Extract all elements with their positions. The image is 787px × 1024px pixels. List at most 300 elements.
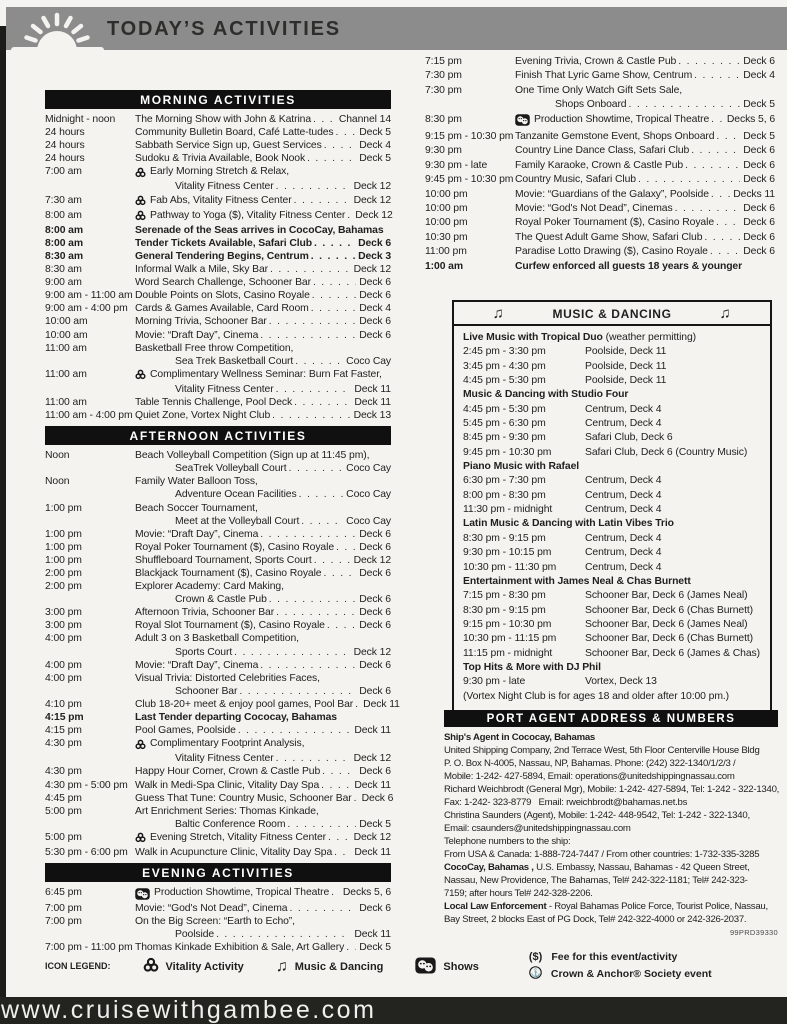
activity-content xyxy=(135,502,391,528)
activity-row xyxy=(45,541,391,554)
activity-row xyxy=(45,342,391,368)
music-time: 6:30 pm - 7:30 pm xyxy=(463,475,546,487)
dotted-leader xyxy=(314,554,351,567)
activity-text: Movie: “Draft Day”, Cinema xyxy=(135,329,259,341)
deck-label: Deck 4 xyxy=(743,70,775,82)
activity-line xyxy=(135,315,391,328)
deck-label: Coco Cay xyxy=(346,515,391,527)
dotted-leader xyxy=(675,202,741,216)
activity-row xyxy=(425,55,775,69)
page-edge-strip xyxy=(0,26,6,998)
activity-text: Last Tender departing Cococay, Bahamas xyxy=(135,712,337,724)
dotted-leader xyxy=(694,69,740,83)
deck-label: Decks 11 xyxy=(733,188,775,200)
activity-text: Happy Hour Corner, Crown & Castle Pub xyxy=(135,766,321,778)
activity-time: 9:45 pm - 10:30 pm xyxy=(425,174,514,186)
dotted-leader xyxy=(327,619,356,632)
activity-text: Sudoku & Trivia Available, Book Nook xyxy=(135,153,306,165)
activity-text: One Time Only Watch Gift Sets Sale, xyxy=(515,84,683,96)
dotted-leader xyxy=(276,383,352,396)
activity-content xyxy=(135,126,391,139)
music-venue: Vortex, Deck 13 xyxy=(585,676,657,688)
section-header-afternoon-activities: AFTERNOON ACTIVITIES xyxy=(45,426,391,445)
activity-text: Morning Trivia, Schooner Bar xyxy=(135,316,267,328)
activity-content xyxy=(135,567,391,580)
activity-time: 8:30 am xyxy=(45,264,82,276)
vitality-icon xyxy=(135,210,146,225)
music-time: 8:30 pm - 9:15 pm xyxy=(463,532,546,544)
activity-time: 9:00 am xyxy=(45,277,82,289)
dotted-leader xyxy=(276,752,351,765)
activity-content xyxy=(135,724,391,737)
activity-row xyxy=(45,554,391,567)
music-row xyxy=(463,546,761,560)
activity-time: 4:30 pm xyxy=(45,738,82,750)
music-venue: Schooner Bar, Deck 6 (Chas Burnett) xyxy=(585,604,754,616)
music-group-name: Top Hits & More with DJ Phil xyxy=(463,661,601,673)
deck-label: Deck 6 xyxy=(359,620,391,632)
activity-row xyxy=(45,165,391,193)
port-line: United Shipping Company, 2nd Terrace West, 5th Floor Centerville House Bldg xyxy=(444,745,760,756)
legend-shows-icon xyxy=(415,957,436,977)
deck-label: Deck 6 xyxy=(743,174,775,186)
activity-line xyxy=(135,818,391,831)
music-row xyxy=(463,604,761,618)
activity-line xyxy=(135,792,394,805)
activity-content xyxy=(515,245,775,259)
legend-item-label: Shows xyxy=(443,960,479,973)
activity-content xyxy=(135,315,391,328)
activity-row xyxy=(45,449,391,475)
activity-line xyxy=(515,159,775,173)
activity-line xyxy=(135,915,391,928)
activity-text: Family Karaoke, Crown & Castle Pub xyxy=(515,159,684,171)
dotted-leader xyxy=(704,231,740,245)
activity-line xyxy=(515,98,775,112)
activity-time: 2:00 pm xyxy=(45,568,82,579)
activity-text: Movie: “Guardians of the Galaxy”, Poolside xyxy=(515,188,709,200)
music-venue: Centrum, Deck 4 xyxy=(585,532,662,544)
dotted-leader xyxy=(678,55,740,69)
deck-label: Deck 6 xyxy=(743,159,775,171)
activity-content xyxy=(135,831,391,846)
activity-content xyxy=(135,152,391,165)
activity-text: Vitality Fitness Center xyxy=(175,181,274,193)
activity-content xyxy=(135,342,391,368)
deck-label: Deck 11 xyxy=(354,846,391,858)
dotted-leader xyxy=(290,902,357,915)
section-header-evening-activities: EVENING ACTIVITIES xyxy=(45,863,391,882)
activity-row xyxy=(425,202,775,216)
activity-line xyxy=(515,245,775,259)
music-row xyxy=(463,403,761,417)
port-line: 7159; after hours Tel# 242-328-2206. xyxy=(444,888,593,899)
vitality-icon xyxy=(135,832,146,847)
dotted-leader xyxy=(328,831,351,844)
activity-time: 4:15 pm xyxy=(45,712,84,724)
activity-row xyxy=(45,765,391,778)
music-venue: Schooner Bar, Deck 6 (James & Chas) xyxy=(585,647,760,659)
legend-fee-icon: ($) xyxy=(528,951,543,963)
deck-label: Deck 12 xyxy=(355,209,393,221)
activity-text: SeaTrek Volleyball Court xyxy=(175,463,287,475)
music-time: 11:30 pm - midnight xyxy=(463,504,553,516)
activity-content xyxy=(515,69,775,83)
music-row xyxy=(463,561,761,575)
deck-label: Deck 6 xyxy=(743,203,775,215)
music-time: 9:30 pm - late xyxy=(463,676,526,688)
dotted-leader xyxy=(334,846,351,859)
activity-line xyxy=(515,84,775,98)
activity-row xyxy=(45,329,391,342)
activity-text: Sea Trek Basketball Court xyxy=(175,355,294,367)
music-row xyxy=(463,345,761,359)
activity-time: 11:00 am xyxy=(45,396,87,408)
music-time: 11:15 pm - midnight xyxy=(463,647,553,659)
activity-row xyxy=(425,144,775,158)
dotted-leader xyxy=(716,216,740,230)
activity-content xyxy=(135,737,391,765)
activity-text: Vitality Fitness Center xyxy=(175,383,274,395)
music-row xyxy=(463,431,761,445)
dotted-leader xyxy=(313,276,356,289)
activity-line xyxy=(515,216,775,230)
activity-line xyxy=(135,502,391,515)
activity-time: 7:30 am xyxy=(45,194,82,206)
activity-line xyxy=(135,263,391,276)
music-group-title xyxy=(463,388,761,402)
music-group-name: Latin Music & Dancing with Latin Vibes Trio xyxy=(463,518,674,530)
activity-content xyxy=(135,659,391,672)
activity-line xyxy=(135,711,391,724)
dotted-leader xyxy=(307,152,356,165)
port-line: Bay Street, 2 blocks East of PG Dock, Tel# 242-322-4000 or 242-326-2037. xyxy=(444,914,747,925)
deck-label: Deck 6 xyxy=(358,237,391,249)
dotted-leader xyxy=(321,779,351,792)
music-time: 7:15 pm - 8:30 pm xyxy=(463,590,546,602)
activity-time: 8:00 am xyxy=(45,224,84,236)
music-group-name: Live Music with Tropical Duo xyxy=(463,332,603,343)
activity-time: 1:00 am xyxy=(425,260,464,272)
activity-line xyxy=(135,724,391,737)
legend-item-music xyxy=(276,959,384,975)
activity-row xyxy=(45,368,391,396)
music-time: 3:45 pm - 4:30 pm xyxy=(463,360,546,372)
dotted-leader xyxy=(294,396,351,409)
dotted-leader xyxy=(691,144,740,158)
dotted-leader xyxy=(710,245,740,259)
activity-line xyxy=(135,209,391,224)
dotted-leader xyxy=(289,462,344,475)
activity-line xyxy=(135,409,391,422)
activity-line xyxy=(135,646,391,659)
music-time: 9:15 pm - 10:30 pm xyxy=(463,618,552,630)
activity-line xyxy=(135,488,391,501)
music-time: 10:30 pm - 11:30 pm xyxy=(463,561,557,573)
activity-line xyxy=(135,831,391,846)
activity-line xyxy=(135,928,391,941)
activity-time: 24 hours xyxy=(45,140,85,152)
music-time: 9:45 pm - 10:30 pm xyxy=(463,446,552,458)
activity-text: Fab Abs, Vitality Fitness Center xyxy=(150,194,292,206)
activity-line xyxy=(135,580,391,593)
deck-label: Deck 5 xyxy=(359,818,391,830)
music-time: 5:45 pm - 6:30 pm xyxy=(463,418,546,430)
dotted-leader xyxy=(276,180,351,193)
dotted-leader xyxy=(287,818,356,831)
activity-text: Production Showtime, Tropical Theatre xyxy=(154,887,330,899)
deck-label: Deck 6 xyxy=(359,607,391,619)
activity-content xyxy=(135,672,391,698)
activity-text: Complimentary Footprint Analysis, xyxy=(150,738,305,750)
shows-icon xyxy=(135,888,150,904)
music-venue: Poolside, Deck 11 xyxy=(585,360,667,372)
activity-text: Shops Onboard xyxy=(555,99,627,111)
activity-time: 7:00 pm xyxy=(45,903,82,915)
page-title: TODAY’S ACTIVITIES xyxy=(107,18,341,40)
music-venue: Safari Club, Deck 6 (Country Music) xyxy=(585,446,748,458)
dotted-leader xyxy=(324,139,357,152)
music-venue: Centrum, Deck 4 xyxy=(585,475,662,487)
music-row xyxy=(463,446,761,460)
deck-label: Deck 6 xyxy=(359,316,391,328)
music-row xyxy=(463,374,761,388)
activity-text: Evening Stretch, Vitality Fitness Center xyxy=(150,831,326,843)
music-note-icon: ♫ xyxy=(719,305,732,322)
dotted-leader xyxy=(270,263,351,276)
activity-line xyxy=(135,659,391,672)
deck-label: Deck 5 xyxy=(359,127,391,139)
dotted-leader xyxy=(312,289,356,302)
deck-label: Deck 6 xyxy=(361,792,394,804)
activity-row xyxy=(45,152,391,165)
left-column xyxy=(45,90,400,955)
music-venue: Schooner Bar, Deck 6 (Chas Burnett) xyxy=(585,633,754,645)
activity-time: 2:00 pm xyxy=(45,581,82,593)
activity-row xyxy=(45,502,391,528)
dotted-leader xyxy=(295,355,343,368)
activity-line xyxy=(135,902,391,915)
activity-content xyxy=(135,606,391,619)
activity-text: Art Enrichment Series: Thomas Kinkade, xyxy=(135,805,319,817)
activity-content xyxy=(135,194,391,209)
dotted-leader xyxy=(685,159,740,173)
dotted-leader xyxy=(716,130,740,144)
activity-text: Meet at the Volleyball Court xyxy=(175,515,300,527)
activity-content xyxy=(515,231,775,245)
activity-time: 4:00 pm xyxy=(45,659,82,671)
music-time: 2:45 pm - 3:30 pm xyxy=(463,346,546,358)
activity-content xyxy=(135,113,391,126)
music-venue: Poolside, Deck 11 xyxy=(585,375,667,387)
dotted-leader xyxy=(260,329,356,342)
activity-row xyxy=(45,846,391,859)
activity-line xyxy=(135,765,391,778)
port-agent-body xyxy=(444,727,778,926)
dotted-leader xyxy=(234,646,350,659)
deck-label: Deck 5 xyxy=(359,153,391,165)
dotted-leader xyxy=(638,173,740,187)
activity-time: 8:00 am xyxy=(45,237,84,249)
activity-row xyxy=(45,831,391,846)
activity-line xyxy=(135,329,391,342)
music-time: 8:45 pm - 9:30 pm xyxy=(463,432,546,444)
music-venue: Centrum, Deck 4 xyxy=(585,561,662,573)
legend-vitality-icon xyxy=(143,957,159,976)
activity-line xyxy=(135,355,391,368)
deck-label: Deck 6 xyxy=(359,766,391,778)
activity-content xyxy=(135,139,391,152)
activity-content xyxy=(135,554,391,567)
activity-text: The Quest Adult Game Show, Safari Club xyxy=(515,231,703,243)
activity-row xyxy=(45,659,391,672)
activity-content xyxy=(135,165,391,193)
port-agent-header: PORT AGENT ADDRESS & NUMBERS xyxy=(444,710,778,727)
activity-content xyxy=(135,475,391,501)
activity-row xyxy=(45,737,391,765)
activity-time: Midnight - noon xyxy=(45,114,116,125)
activity-line xyxy=(135,685,391,698)
port-line: Email: csaunders@unitedshippingnassau.com xyxy=(444,823,631,834)
activity-text: Country Music, Safari Club xyxy=(515,174,636,186)
activity-line xyxy=(135,276,391,289)
activity-text: Poolside xyxy=(175,929,215,941)
activity-text: Production Showtime, Tropical Theatre xyxy=(534,113,710,125)
activity-time: 9:00 am - 4:00 pm xyxy=(45,303,128,315)
activity-line xyxy=(135,289,391,302)
deck-label: Deck 11 xyxy=(354,929,391,941)
activity-text: Beach Volleyball Competition (Sign up at 11:45 pm), xyxy=(135,450,370,462)
icon-legend-right-group xyxy=(529,951,712,982)
activity-row xyxy=(45,698,400,711)
port-line: Fax: 1-242- 323-8779 Email: rweichbrodt@bahamas.net.bs xyxy=(444,797,688,808)
music-venue: Poolside, Deck 11 xyxy=(585,346,667,358)
activity-row xyxy=(45,672,391,698)
activity-line xyxy=(135,698,400,711)
legend-item-label: Fee for this event/activity xyxy=(551,951,678,963)
port-line: Mobile: 1-242- 427-5894, Email: operations@unitedshippingnassau.com xyxy=(444,771,735,782)
activity-content xyxy=(135,902,391,915)
deck-label: Deck 6 xyxy=(359,528,391,540)
activity-line xyxy=(135,449,391,462)
music-note-icon: ♫ xyxy=(492,305,505,322)
activity-content xyxy=(515,260,775,274)
activity-row xyxy=(45,724,391,737)
activity-content xyxy=(135,792,394,805)
activity-content xyxy=(135,580,391,606)
activity-time: 7:00 am xyxy=(45,166,82,178)
activity-text: Beach Soccer Tournament, xyxy=(135,502,258,514)
shows-icon xyxy=(515,114,530,131)
deck-label: Deck 6 xyxy=(743,231,775,243)
legend-item-shows xyxy=(415,957,478,977)
activity-row xyxy=(45,276,391,289)
activity-text: Adult 3 on 3 Basketball Competition, xyxy=(135,633,299,645)
activity-row xyxy=(45,619,391,632)
activity-time: 1:00 pm xyxy=(45,528,82,540)
activity-line xyxy=(135,302,391,315)
activity-time: 11:00 am xyxy=(45,342,87,354)
deck-label: Deck 5 xyxy=(359,942,391,954)
deck-label: Deck 6 xyxy=(359,594,391,606)
activity-line xyxy=(135,846,391,859)
activity-row xyxy=(425,173,775,187)
legend-item-crown-anchor xyxy=(529,966,712,982)
vitality-icon xyxy=(135,369,146,384)
dotted-leader xyxy=(311,302,357,315)
deck-label: Deck 3 xyxy=(358,250,391,262)
activity-content xyxy=(135,846,391,859)
activity-time: 4:10 pm xyxy=(45,698,82,710)
activity-time: 4:00 pm xyxy=(45,633,82,645)
activity-content xyxy=(135,779,391,792)
dotted-leader xyxy=(354,792,359,805)
section-header-morning-activities: MORNING ACTIVITIES xyxy=(45,90,391,109)
port-line: Ship's Agent in Cococay, Bahamas xyxy=(444,732,596,743)
activity-line xyxy=(135,886,391,902)
activity-text: Pathway to Yoga ($), Vitality Fitness Center xyxy=(150,209,346,221)
activity-row xyxy=(45,792,394,805)
activity-content xyxy=(135,302,391,315)
dotted-leader xyxy=(322,765,356,778)
port-line: Telephone numbers to the ship: xyxy=(444,836,571,847)
music-row xyxy=(463,632,761,646)
activity-text: On the Big Screen: “Earth to Echo”, xyxy=(135,916,295,928)
activity-text: Visual Trivia: Distorted Celebrities Faces, xyxy=(135,672,320,684)
activity-text: Adventure Ocean Facilities xyxy=(175,489,297,501)
activity-row xyxy=(45,580,391,606)
activity-row xyxy=(45,475,391,501)
music-group-name: Music & Dancing with Studio Four xyxy=(463,389,629,401)
activity-time: 10:00 am xyxy=(45,316,88,328)
activity-time: 4:15 pm xyxy=(45,725,82,737)
legend-item-label: Music & Dancing xyxy=(294,960,384,973)
deck-label: Deck 12 xyxy=(353,194,391,206)
activity-line xyxy=(135,632,391,645)
activity-content xyxy=(135,396,391,409)
activity-row xyxy=(45,567,391,580)
activity-time: 8:30 am xyxy=(45,250,84,262)
music-group-title xyxy=(463,661,761,675)
activity-line xyxy=(135,737,391,752)
activity-time: 8:00 am xyxy=(45,209,82,221)
activity-time: 3:00 pm xyxy=(45,607,82,619)
activity-time: 7:00 pm xyxy=(45,916,82,928)
dotted-leader xyxy=(260,528,356,541)
dotted-leader xyxy=(276,606,356,619)
port-line: Richard Weichbrodt (General Mgr), Mobile: 1-242- 427-5894, Tel: 1-242 - 322-1340, xyxy=(444,784,780,795)
deck-label: Deck 5 xyxy=(743,131,775,143)
activity-row xyxy=(425,216,775,230)
deck-label: Coco Cay xyxy=(346,355,391,367)
activity-content xyxy=(515,55,775,69)
deck-label: Deck 6 xyxy=(359,541,391,553)
music-venue: Centrum, Deck 4 xyxy=(585,547,662,559)
music-group-name: Entertainment with James Neal & Chas Burnett xyxy=(463,575,691,587)
activity-text: Curfew enforced all guests 18 years & younger xyxy=(515,260,743,272)
legend-crown-anchor-icon xyxy=(529,966,542,982)
activity-content xyxy=(515,144,775,158)
dotted-leader xyxy=(301,515,343,528)
activity-content xyxy=(135,329,391,342)
activity-row xyxy=(45,194,391,209)
activity-line xyxy=(135,752,391,765)
deck-label: Deck 6 xyxy=(359,329,391,341)
music-venue: Schooner Bar, Deck 6 (James Neal) xyxy=(585,590,748,602)
activity-text: Finish That Lyric Game Show, Centrum xyxy=(515,70,693,82)
activity-content xyxy=(135,250,391,263)
activity-time: Noon xyxy=(45,450,70,462)
